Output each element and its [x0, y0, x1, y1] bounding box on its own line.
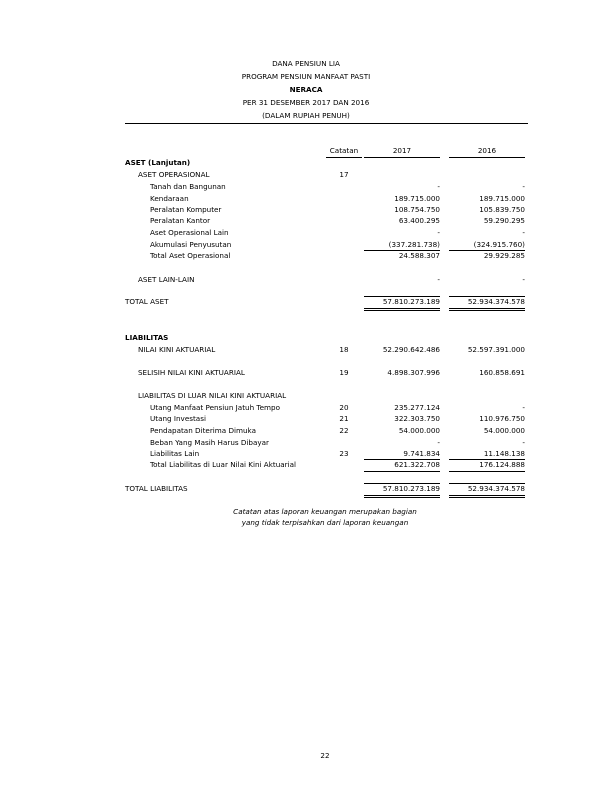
row-value-2016: 189.715.000: [479, 194, 525, 203]
row-value-2016: -: [522, 275, 525, 284]
row-value-2016: 105.839.750: [479, 205, 525, 214]
row-value-2016: 52.934.374.578: [467, 297, 525, 306]
row-label: Akumulasi Penyusutan: [150, 240, 232, 249]
row-label: NILAI KINI AKTUARIAL: [138, 345, 216, 354]
row-value-2017: 4.898.307.996: [387, 368, 440, 377]
table-row: [0, 449, 612, 459]
row-value-2017: 54.000.000: [398, 426, 440, 435]
row-label: Tanah dan Bangunan: [150, 182, 226, 191]
row-value-2017: -: [437, 438, 440, 447]
row-value-2016: 52.934.374.578: [467, 484, 525, 493]
row-value-2016: 59.290.295: [483, 216, 525, 225]
table-row: [0, 240, 612, 250]
total-liabilitas-double-underline-2016: [449, 495, 525, 498]
table-row: [0, 216, 612, 226]
row-value-2016: -: [522, 228, 525, 237]
row-value-2017: 24.588.307: [398, 251, 440, 260]
row-label: Kendaraan: [150, 194, 189, 203]
row-note: 20: [339, 403, 349, 412]
row-label: SELISIH NILAI KINI AKTUARIAL: [138, 368, 245, 377]
table-row: [0, 414, 612, 424]
row-value-2017: 235.277.124: [394, 403, 440, 412]
row-label: Pendapatan Diterima Dimuka: [150, 426, 256, 435]
row-note: 17: [339, 170, 349, 179]
row-note: 23: [339, 449, 349, 458]
row-note: 18: [339, 345, 349, 354]
table-row: [0, 391, 612, 401]
row-label: Liabilitas Lain: [150, 449, 200, 458]
statement-period: PER 31 DESEMBER 2017 DAN 2016: [242, 98, 370, 107]
table-row: [0, 426, 612, 436]
row-label: Peralatan Komputer: [150, 205, 222, 214]
table-row: [0, 158, 612, 168]
table-row: [0, 484, 612, 494]
subtotal-liab-underline-2017: [364, 471, 440, 472]
row-note: 19: [339, 368, 349, 377]
row-label: Utang Investasi: [150, 414, 206, 423]
company-name: DANA PENSIUN LIA: [272, 59, 340, 68]
row-label: LIABILITAS DI LUAR NILAI KINI AKTUARIAL: [138, 391, 287, 400]
header-divider: [125, 123, 528, 124]
row-value-2016: (324.915.760): [473, 240, 525, 249]
row-label: Aset Operasional Lain: [150, 228, 229, 237]
table-row: [0, 438, 612, 448]
row-note: 22: [339, 426, 349, 435]
row-value-2016: 54.000.000: [483, 426, 525, 435]
column-header-note: Catatan: [329, 146, 359, 155]
table-row: [0, 228, 612, 238]
row-value-2017: 57.810.273.189: [382, 484, 440, 493]
table-row: [0, 403, 612, 413]
row-label: Total Aset Operasional: [150, 251, 231, 260]
row-label: TOTAL LIABILITAS: [125, 484, 188, 493]
row-label: Utang Manfaat Pensiun Jatuh Tempo: [150, 403, 280, 412]
row-value-2016: 110.976.750: [479, 414, 525, 423]
table-row: [0, 333, 612, 343]
table-row: [0, 194, 612, 204]
statement-title: NERACA: [289, 85, 323, 94]
program-name: PROGRAM PENSIUN MANFAAT PASTI: [241, 72, 371, 81]
table-row: [0, 297, 612, 307]
row-value-2017: 9.741.834: [403, 449, 440, 458]
row-note: 21: [339, 414, 349, 423]
page-number: 22: [320, 751, 330, 760]
row-label: ASET (Lanjutan): [125, 158, 191, 167]
table-row: [0, 182, 612, 192]
row-label: Peralatan Kantor: [150, 216, 211, 225]
row-label: LIABILITAS: [125, 333, 169, 342]
row-value-2016: 11.148.138: [483, 449, 525, 458]
column-header-2017: 2017: [392, 146, 412, 155]
row-value-2017: 52.290.642.486: [382, 345, 440, 354]
row-value-2017: (337.281.738): [388, 240, 440, 249]
table-row: [0, 205, 612, 215]
subtotal-liab-underline-2016: [449, 471, 525, 472]
row-value-2017: -: [437, 228, 440, 237]
table-row: [0, 368, 612, 378]
row-value-2016: -: [522, 438, 525, 447]
statement-unit: (DALAM RUPIAH PENUH): [262, 111, 350, 120]
row-label: ASET OPERASIONAL: [138, 170, 210, 179]
row-value-2017: 63.400.295: [398, 216, 440, 225]
row-value-2017: 57.810.273.189: [382, 297, 440, 306]
footnote-line-1: Catatan atas laporan keuangan merupakan bagian: [233, 507, 417, 516]
table-row: [0, 345, 612, 355]
row-value-2017: 108.754.750: [394, 205, 440, 214]
footnote-line-2: yang tidak terpisahkan dari laporan keuangan: [241, 518, 409, 527]
table-row: [0, 460, 612, 470]
table-row: [0, 170, 612, 180]
table-row: [0, 251, 612, 261]
total-liabilitas-double-underline-2017: [364, 495, 440, 498]
row-label: Total Liabilitas di Luar Nilai Kini Aktuarial: [150, 460, 297, 469]
total-aset-double-underline-2016: [449, 308, 525, 311]
row-value-2017: 322.303.750: [394, 414, 440, 423]
row-value-2016: 160.858.691: [479, 368, 525, 377]
total-aset-double-underline-2017: [364, 308, 440, 311]
row-value-2016: 176.124.888: [479, 460, 525, 469]
row-value-2016: -: [522, 403, 525, 412]
column-header-2016: 2016: [477, 146, 497, 155]
row-value-2017: -: [437, 275, 440, 284]
row-label: TOTAL ASET: [125, 297, 169, 306]
row-label: Beban Yang Masih Harus Dibayar: [150, 438, 270, 447]
table-row: [0, 275, 612, 285]
row-value-2016: 52.597.391.000: [467, 345, 525, 354]
row-value-2017: 189.715.000: [394, 194, 440, 203]
row-label: ASET LAIN-LAIN: [138, 275, 195, 284]
row-value-2017: 621.322.708: [394, 460, 440, 469]
row-value-2017: -: [437, 182, 440, 191]
row-value-2016: 29.929.285: [483, 251, 525, 260]
row-value-2016: -: [522, 182, 525, 191]
